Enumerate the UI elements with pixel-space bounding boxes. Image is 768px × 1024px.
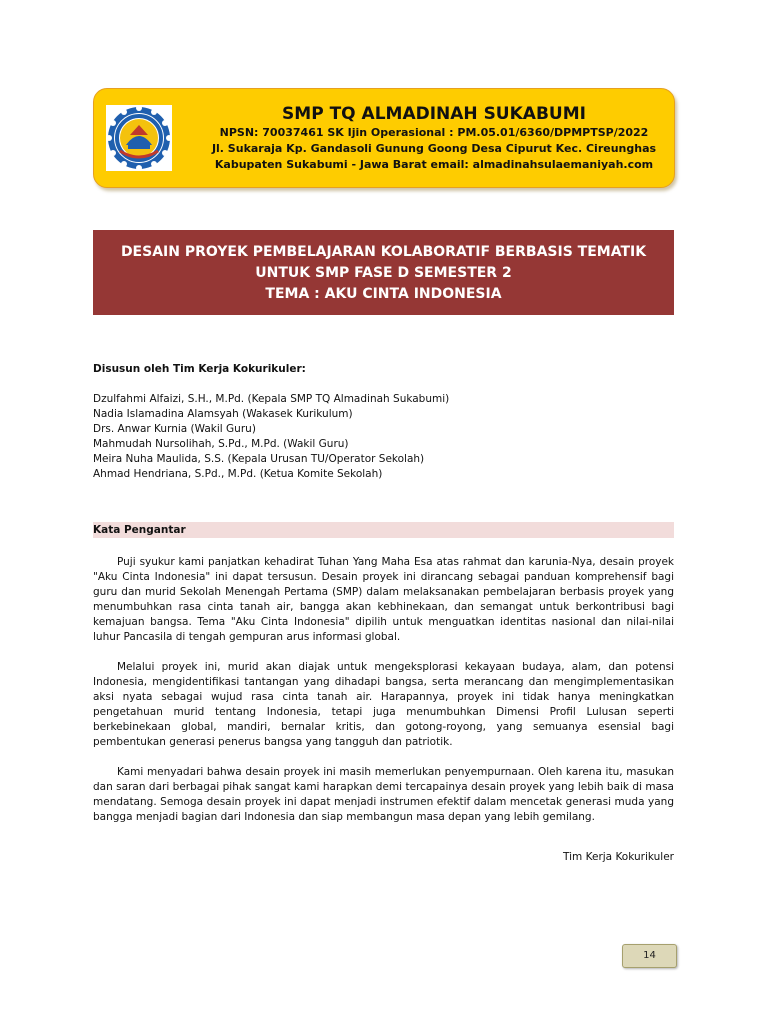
school-name: SMP TQ ALMADINAH SUKABUMI [282,104,586,124]
preface-body [93,555,674,840]
document-title-banner [93,230,674,315]
authors-section [93,362,674,482]
page-number: 14 [622,944,677,968]
school-npsn: NPSN: 70037461 SK Ijin Operasional : PM.05.01/6360/DPMPTSP/2022 [219,126,649,139]
title-line-2: UNTUK SMP FASE D SEMESTER 2 [255,265,512,281]
school-address: Jl. Sukaraja Kp. Gandasoli Gunung Goong Desa Cipurut Kec. Cireunghas [211,142,657,155]
author-item: Ahmad Hendriana, S.Pd., M.Pd. (Ketua Komite Sekolah) [93,468,383,480]
title-line-1: DESAIN PROYEK PEMBELAJARAN KOLABORATIF BERBASIS TEMATIK [120,244,647,260]
preface-heading: Kata Pengantar [93,522,674,538]
author-item: Mahmudah Nursolihah, S.Pd., M.Pd. (Wakil Guru) [93,438,349,450]
title-line-3: TEMA : AKU CINTA INDONESIA [265,286,502,302]
author-item: Drs. Anwar Kurnia (Wakil Guru) [93,423,256,435]
author-item: Nadia Islamadina Alamsyah (Wakasek Kurikulum) [93,408,353,420]
school-region-email: Kabupaten Sukabumi - Jawa Barat email: almadinahsulaemaniyah.com [214,158,654,171]
preface-paragraph: Melalui proyek ini, murid akan diajak untuk mengeksplorasi kekayaan budaya, alam, dan potensi Indonesia, mengidentifikasi tantangan yang dihadapi bangsa, serta merancang dan mengimplementasikan aksi nyata sebagai wujud rasa cinta tanah air. Harapannya, proyek ini tidak hanya meningkatkan pengetahuan murid tentang Indonesia, tetapi juga menumbuhkan Dimensi Profil Lulusan seperti berkebinekaan global, mandiri, bernalar kritis, dan gotong-royong, yang semuanya esensial bagi pembentukan generasi penerus bangsa yang tangguh dan patriotik. [93,661,674,748]
author-item: Meira Nuha Maulida, S.S. (Kepala Urusan TU/Operator Sekolah) [93,453,425,465]
school-header [93,88,675,188]
preface-paragraph: Kami menyadari bahwa desain proyek ini masih memerlukan penyempurnaan. Oleh karena itu, masukan dan saran dari berbagai pihak sangat kami harapkan demi tercapainya desain proyek yang lebih baik di masa mendatang. Semoga desain proyek ini dapat menjadi instrumen efektif dalam mencetak generasi muda yang bangga menjadi bagian dari Indonesia dan siap membangun masa depan yang lebih gemilang. [93,766,674,823]
school-emblem-icon [106,105,172,171]
preface-paragraph: Puji syukur kami panjatkan kehadirat Tuhan Yang Maha Esa atas rahmat dan karunia-Nya, desain proyek "Aku Cinta Indonesia" ini dapat tersusun. Desain proyek ini dirancang sebagai panduan komprehensif bagi guru dan murid Sekolah Menengah Pertama (SMP) dalam melaksanakan pembelajaran berbasis proyek yang menumbuhkan rasa cinta tanah air, bangga akan kebhinekaan, dan semangat untuk berkontribusi bagi kemajuan bangsa. Tema "Aku Cinta Indonesia" dipilih untuk menguatkan identitas nasional dan nilai-nilai luhur Pancasila di tengah gempuran arus informasi global. [93,556,674,643]
author-item: Dzulfahmi Alfaizi, S.H., M.Pd. (Kepala SMP TQ Almadinah Sukabumi) [93,393,450,405]
preface-signature: Tim Kerja Kokurikuler [563,851,674,863]
authors-heading: Disusun oleh Tim Kerja Kokurikuler: [93,363,306,375]
